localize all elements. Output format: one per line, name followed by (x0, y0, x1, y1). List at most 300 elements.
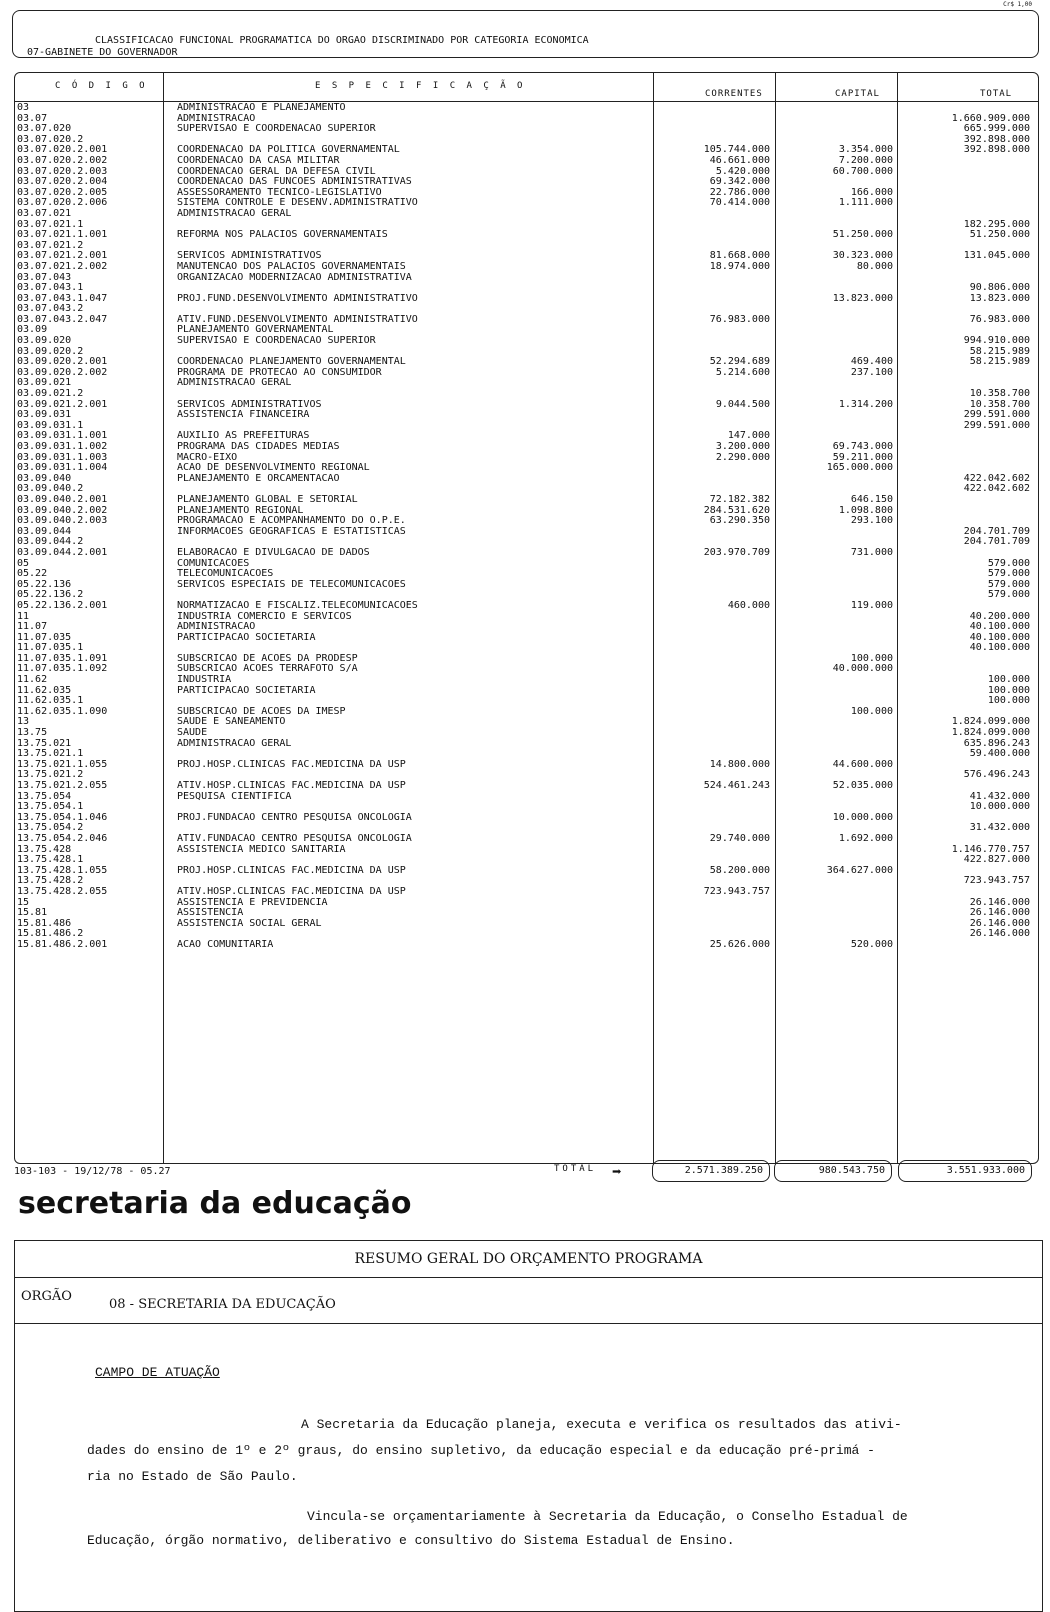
row-correntes: 3.200.000 (715, 441, 770, 452)
row-correntes: 72.182.382 (709, 493, 770, 505)
orgao-value: 08 - SECRETARIA DA EDUCAÇÃO (109, 1297, 336, 1312)
row-capital: 165.000.000 (826, 462, 893, 474)
row-code: 13.75.054.1.046 (17, 811, 108, 823)
row-capital: 293.100 (850, 515, 893, 527)
row-total: 1.824.099.000 (951, 716, 1030, 728)
header-divider (15, 101, 1038, 102)
row-description: PROGRAMA DE PROTECAO AO CONSUMIDOR (177, 366, 382, 378)
row-total: 723.943.757 (963, 875, 1030, 887)
row-total: 204.701.709 (963, 536, 1030, 548)
row-description: SUBSCRICAO DE ACOES DA PRODESP (177, 652, 358, 664)
row-total: 40.200.000 (969, 610, 1030, 622)
row-code: 05.22 (17, 568, 48, 580)
row-capital: 13.823.000 (832, 292, 893, 304)
row-description: SISTEMA CONTROLE E DESENV.ADMINISTRATIVO (177, 197, 418, 209)
row-correntes: 524.461.243 (703, 780, 770, 791)
row-description: AUXILIO AS PREFEITURAS (177, 430, 310, 442)
section-title: secretaria da educação (18, 1186, 412, 1221)
row-code: 03.09.040.2.003 (17, 515, 108, 527)
row-capital: 40.000.000 (832, 663, 893, 675)
row-total: 58.215.989 (969, 356, 1030, 368)
row-description: ACAO COMUNITARIA (177, 938, 274, 950)
row-code: 03.09.021 (17, 377, 72, 389)
table-row (15, 114, 1038, 125)
table-footer (14, 1158, 1037, 1184)
row-capital: 1.111.000 (838, 197, 893, 209)
row-capital: 1.692.000 (838, 832, 893, 844)
row-code: 03.09.020.2 (17, 345, 84, 357)
row-capital: 51.250.000 (832, 229, 893, 241)
paragraph-line: ria no Estado de São Paulo. (87, 1469, 298, 1484)
row-correntes: 9.044.500 (715, 398, 770, 410)
row-capital: 364.627.000 (826, 864, 893, 876)
row-code: 05.22.136.2 (17, 589, 84, 601)
row-description: INDUSTRIA (177, 674, 232, 686)
row-code: 03.09.040.2.001 (17, 493, 108, 505)
row-description: PARTICIPACAO SOCIETARIA (177, 631, 316, 643)
table-row (15, 664, 1038, 675)
row-code: 03.09.021.2.001 (17, 398, 108, 410)
row-description: ASSISTENCIA FINANCEIRA (177, 409, 310, 421)
row-correntes: 147.000 (727, 430, 770, 442)
row-code: 11.07.035.1.092 (17, 663, 108, 675)
row-correntes: 46.661.000 (709, 154, 770, 166)
row-code: 03.07.043.1 (17, 282, 84, 294)
table-row (15, 601, 1038, 612)
row-total: 13.823.000 (969, 292, 1030, 304)
row-correntes: 18.974.000 (709, 260, 770, 272)
table-row (15, 400, 1038, 411)
row-code: 03.07 (17, 112, 48, 124)
table-row (15, 569, 1038, 580)
table-body (15, 103, 1038, 951)
currency-note: Cr$ 1,00 (1003, 1, 1032, 8)
row-description: ATIV.FUNDACAO CENTRO PESQUISA ONCOLOGIA (177, 832, 412, 844)
col-header-correntes: CORRENTES (705, 89, 763, 99)
paragraph-line: dades do ensino de 1º e 2º graus, do ensino supletivo, da educação especial e da educação pré-primá - (87, 1443, 875, 1458)
row-correntes: 69.342.000 (709, 176, 770, 188)
row-code: 03.09.020.2.001 (17, 356, 108, 368)
row-code: 03.09 (17, 324, 48, 336)
row-code: 03.07.043 (17, 271, 72, 283)
row-correntes: 22.786.000 (709, 186, 770, 198)
row-description: PROJ.HOSP.CLINICAS FAC.MEDICINA DA USP (177, 758, 406, 770)
row-description: MACRO-EIXO (177, 451, 238, 463)
row-code: 13.75.054.2 (17, 822, 84, 834)
row-capital: 80.000 (856, 260, 893, 272)
table-row (15, 527, 1038, 538)
table-row (15, 845, 1038, 856)
row-correntes: 58.200.000 (709, 864, 770, 876)
row-capital: 469.400 (850, 356, 893, 368)
row-description: ACAO DE DESENVOLVIMENTO REGIONAL (177, 462, 370, 474)
row-total: 579.000 (987, 568, 1030, 580)
table-row (15, 887, 1038, 898)
row-total: 26.146.000 (969, 907, 1030, 919)
row-correntes: 284.531.620 (703, 504, 770, 516)
row-description: PROJ.FUND.DESENVOLVIMENTO ADMINISTRATIVO (177, 292, 418, 304)
table-row (15, 103, 1038, 114)
table-row (15, 728, 1038, 739)
table-row (15, 580, 1038, 591)
row-correntes: 52.294.689 (709, 356, 770, 368)
total-geral: 3.551.933.000 (898, 1160, 1032, 1182)
table-row (15, 548, 1038, 559)
row-code: 03.09.040 (17, 472, 72, 484)
table-row (15, 717, 1038, 728)
row-code: 11.07.035 (17, 631, 72, 643)
row-code: 03.07.021.2.002 (17, 260, 108, 272)
row-capital: 100.000 (850, 652, 893, 664)
table-row (15, 781, 1038, 792)
row-description: ASSISTENCIA E PREVIDENCIA (177, 896, 328, 908)
row-description: PARTICIPACAO SOCIETARIA (177, 684, 316, 696)
row-correntes: 70.414.000 (709, 197, 770, 209)
row-description: SAUDE E SANEAMENTO (177, 716, 286, 728)
row-description: PROGRAMA DAS CIDADES MEDIAS (177, 441, 340, 452)
table-row (15, 516, 1038, 527)
row-description: ADMINISTRACAO GERAL (177, 737, 292, 749)
report-title: CLASSIFICACAO FUNCIONAL PROGRAMATICA DO ORGAO DISCRIMINADO POR CATEGORIA ECONOMICA (95, 35, 589, 46)
row-total: 31.432.000 (969, 822, 1030, 834)
table-row (15, 336, 1038, 347)
row-capital: 44.600.000 (832, 758, 893, 770)
table-row (15, 760, 1038, 771)
row-code: 13.75.428.1 (17, 854, 84, 866)
row-description: SERVICOS ADMINISTRATIVOS (177, 398, 322, 410)
row-code: 13.75.054.1 (17, 801, 84, 813)
divider (15, 1277, 1042, 1278)
row-capital: 119.000 (850, 599, 893, 611)
row-total: 51.250.000 (969, 229, 1030, 241)
row-code: 03.07.020.2.005 (17, 186, 108, 198)
row-total: 204.701.709 (963, 525, 1030, 537)
table-row (15, 378, 1038, 389)
row-description: PROJ.HOSP.CLINICAS FAC.MEDICINA DA USP (177, 864, 406, 876)
row-code: 13.75.428.2.055 (17, 885, 108, 897)
table-row (15, 167, 1038, 178)
row-capital: 10.000.000 (832, 811, 893, 823)
row-capital: 520.000 (850, 938, 893, 950)
row-correntes: 2.290.000 (715, 451, 770, 463)
row-total: 392.898.000 (963, 144, 1030, 156)
row-description: ASSISTENCIA (177, 907, 244, 919)
row-code: 03.09.031 (17, 409, 72, 421)
row-code: 11.62.035.1.090 (17, 705, 108, 717)
total-label: TOTAL (554, 1164, 597, 1174)
row-code: 03.07.043.2 (17, 303, 84, 315)
row-correntes: 14.800.000 (709, 758, 770, 770)
col-header-codigo: C Ó D I G O (55, 81, 148, 91)
row-description: SUPERVISAO E COORDENACAO SUPERIOR (177, 123, 376, 135)
paragraph-line: Vincula-se orçamentariamente à Secretaria da Educação, o Conselho Estadual de (307, 1509, 908, 1524)
row-total: 41.432.000 (969, 790, 1030, 802)
row-capital: 731.000 (850, 546, 893, 558)
row-description: ASSISTENCIA SOCIAL GERAL (177, 917, 322, 929)
row-description: COORDENACAO DA POLITICA GOVERNAMENTAL (177, 144, 400, 156)
row-description: COORDENACAO PLANEJAMENTO GOVERNAMENTAL (177, 356, 406, 368)
row-correntes: 29.740.000 (709, 832, 770, 844)
row-code: 03.07.020.2.002 (17, 154, 108, 166)
row-total: 100.000 (987, 695, 1030, 707)
row-description: ADMINISTRACAO GERAL (177, 377, 292, 389)
row-correntes: 81.668.000 (709, 250, 770, 262)
row-code: 03.07.021 (17, 207, 72, 219)
row-code: 13.75.428.2 (17, 875, 84, 887)
col-header-total: TOTAL (980, 89, 1013, 99)
row-description: ATIV.HOSP.CLINICAS FAC.MEDICINA DA USP (177, 780, 406, 791)
row-correntes: 203.970.709 (703, 546, 770, 558)
table-row (15, 876, 1038, 887)
row-description: COORDENACAO GERAL DA DEFESA CIVIL (177, 165, 376, 177)
row-total: 131.045.000 (963, 250, 1030, 262)
campo-heading: CAMPO DE ATUAÇÃO (95, 1365, 220, 1380)
row-code: 03.07.020 (17, 123, 72, 135)
row-capital: 100.000 (850, 705, 893, 717)
table-row (15, 209, 1038, 220)
row-total: 422.042.602 (963, 472, 1030, 484)
row-code: 13.75.428.1.055 (17, 864, 108, 876)
row-code: 13.75.054 (17, 790, 72, 802)
row-code: 03.09.031.1.002 (17, 441, 108, 452)
row-correntes: 76.983.000 (709, 313, 770, 325)
row-description: SUBSCRICAO ACOES TERRAFOTO S/A (177, 663, 358, 675)
table-row (15, 898, 1038, 909)
row-description: SERVICOS ESPECIAIS DE TELECOMUNICACOES (177, 578, 406, 590)
row-code: 15.81 (17, 907, 48, 919)
row-description: ASSISTENCIA MEDICO SANITARIA (177, 843, 346, 855)
table-row (15, 633, 1038, 644)
row-description: REFORMA NOS PALACIOS GOVERNAMENTAIS (177, 229, 388, 241)
row-total: 422.042.602 (963, 483, 1030, 495)
row-total: 635.896.243 (963, 737, 1030, 749)
row-total: 100.000 (987, 674, 1030, 686)
row-code: 13.75.021.2 (17, 769, 84, 781)
row-description: NORMATIZACAO E FISCALIZ.TELECOMUNICACOES (177, 599, 418, 611)
row-code: 03.09.031.1.001 (17, 430, 108, 442)
row-description: PLANEJAMENTO REGIONAL (177, 504, 304, 516)
table-row (15, 495, 1038, 506)
row-code: 03.09.021.2 (17, 388, 84, 400)
table-row (15, 739, 1038, 750)
table-row (15, 707, 1038, 718)
row-code: 13.75.428 (17, 843, 72, 855)
row-total: 422.827.000 (963, 854, 1030, 866)
row-code: 13.75.054.2.046 (17, 832, 108, 844)
table-row (15, 410, 1038, 421)
row-capital: 646.150 (850, 493, 893, 505)
row-code: 13 (17, 716, 30, 728)
row-code: 11.62.035 (17, 684, 72, 696)
table-row (15, 156, 1038, 167)
row-capital: 3.354.000 (838, 144, 893, 156)
table-row (15, 919, 1038, 930)
table-row (15, 315, 1038, 326)
row-correntes: 105.744.000 (703, 144, 770, 156)
table-row (15, 612, 1038, 623)
table-row (15, 474, 1038, 485)
paragraph-line: A Secretaria da Educação planeja, executa e verifica os resultados das ativi- (301, 1417, 902, 1432)
row-code: 13.75.021 (17, 737, 72, 749)
total-capital: 980.543.750 (774, 1160, 892, 1182)
row-code: 03.09.031.1.004 (17, 462, 108, 474)
row-description: ELABORACAO E DIVULGACAO DE DADOS (177, 546, 370, 558)
row-capital: 7.200.000 (838, 154, 893, 166)
row-description: ATIV.HOSP.CLINICAS FAC.MEDICINA DA USP (177, 885, 406, 897)
row-description: ADMINISTRACAO E PLANEJAMENTO (177, 102, 346, 113)
row-code: 03 (17, 102, 30, 113)
table-row (15, 559, 1038, 570)
row-total: 1.660.909.000 (951, 112, 1030, 124)
row-total: 26.146.000 (969, 917, 1030, 929)
table-row (15, 675, 1038, 686)
row-code: 03.09.031.1.003 (17, 451, 108, 463)
row-capital: 59.211.000 (832, 451, 893, 463)
total-correntes: 2.571.389.250 (652, 1160, 770, 1182)
row-description: PESQUISA CIENTIFICA (177, 790, 292, 802)
table-row (15, 792, 1038, 803)
table-row (15, 421, 1038, 432)
row-code: 13.75.021.1 (17, 748, 84, 760)
row-total: 1.824.099.000 (951, 727, 1030, 739)
report-header (12, 1, 1039, 58)
row-correntes: 5.214.600 (715, 366, 770, 378)
row-code: 11.07.035.1 (17, 642, 84, 654)
row-code: 13.75.021.1.055 (17, 758, 108, 770)
table-row (15, 442, 1038, 453)
resumo-box (14, 1240, 1043, 1612)
row-capital: 237.100 (850, 366, 893, 378)
row-code: 03.07.020.2.001 (17, 144, 108, 156)
row-description: SUBSCRICAO DE ACOES DA IMESP (177, 705, 346, 717)
row-code: 03.09.044 (17, 525, 72, 537)
paragraph-line: Educação, órgão normativo, deliberativo e consultivo do Sistema Estadual de Ensino. (87, 1533, 735, 1548)
row-code: 11 (17, 610, 30, 622)
divider (15, 1323, 1042, 1324)
row-code: 03.07.021.2 (17, 239, 84, 251)
row-description: SAUDE (177, 727, 208, 739)
table-row (15, 686, 1038, 697)
organ-name: 07-GABINETE DO GOVERNADOR (27, 47, 178, 58)
row-code: 03.07.020.2.004 (17, 176, 108, 188)
row-total: 579.000 (987, 589, 1030, 601)
table-row (15, 368, 1038, 379)
row-capital: 69.743.000 (832, 441, 893, 452)
row-total: 392.898.000 (963, 133, 1030, 145)
row-code: 15 (17, 896, 30, 908)
row-total: 579.000 (987, 578, 1030, 590)
row-code: 03.07.021.1.001 (17, 229, 108, 241)
row-code: 03.07.043.2.047 (17, 313, 108, 325)
table-row (15, 908, 1038, 919)
row-correntes: 723.943.757 (703, 885, 770, 897)
table-row (15, 866, 1038, 877)
row-total: 10.358.700 (969, 398, 1030, 410)
row-code: 03.07.043.1.047 (17, 292, 108, 304)
row-description: ADMINISTRACAO (177, 621, 256, 633)
row-code: 03.07.021.2.001 (17, 250, 108, 262)
row-description: INDUSTRIA COMERCIO E SERVICOS (177, 610, 352, 622)
table-row (15, 622, 1038, 633)
row-description: INFORMACOES GEOGRAFICAS E ESTATISTICAS (177, 525, 406, 537)
row-code: 03.09.044.2 (17, 536, 84, 548)
row-total: 40.100.000 (969, 621, 1030, 633)
row-description: TELECOMUNICACOES (177, 568, 274, 580)
table-row (15, 198, 1038, 209)
col-header-especificacao: E S P E C I F I C A Ç Ã O (315, 81, 526, 91)
row-code: 11.07 (17, 621, 48, 633)
row-description: PROJ.FUNDACAO CENTRO PESQUISA ONCOLOGIA (177, 811, 412, 823)
row-description: PLANEJAMENTO GLOBAL E SETORIAL (177, 493, 358, 505)
row-code: 03.09.020.2.002 (17, 366, 108, 378)
row-correntes: 460.000 (727, 599, 770, 611)
row-correntes: 5.420.000 (715, 165, 770, 177)
row-code: 03.07.021.1 (17, 218, 84, 230)
row-total: 76.983.000 (969, 313, 1030, 325)
row-code: 11.07.035.1.091 (17, 652, 108, 664)
row-code: 03.07.020.2 (17, 133, 84, 145)
row-total: 59.400.000 (969, 748, 1030, 760)
row-description: COORDENACAO DA CASA MILITAR (177, 154, 340, 166)
row-total: 40.100.000 (969, 642, 1030, 654)
row-code: 11.62.035.1 (17, 695, 84, 707)
print-stamp: 103-103 - 19/12/78 - 05.27 (14, 1166, 171, 1177)
orgao-label: ORGÃO (21, 1289, 72, 1304)
table-row (15, 463, 1038, 474)
row-code: 05.22.136.2.001 (17, 599, 108, 611)
row-code: 03.09.044.2.001 (17, 546, 108, 558)
row-total: 576.496.243 (963, 769, 1030, 781)
row-description: ADMINISTRACAO (177, 112, 256, 124)
table-row (15, 273, 1038, 284)
row-total: 90.806.000 (969, 282, 1030, 294)
row-capital: 30.323.000 (832, 250, 893, 262)
row-code: 03.09.040.2.002 (17, 504, 108, 516)
table-row (15, 940, 1038, 951)
row-total: 299.591.000 (963, 409, 1030, 421)
row-capital: 60.700.000 (832, 165, 893, 177)
table-row (15, 230, 1038, 241)
row-capital: 1.314.200 (838, 398, 893, 410)
row-description: PLANEJAMENTO GOVERNAMENTAL (177, 324, 334, 336)
row-total: 10.000.000 (969, 801, 1030, 813)
row-code: 13.75 (17, 727, 48, 739)
row-code: 03.09.040.2 (17, 483, 84, 495)
row-total: 299.591.000 (963, 419, 1030, 431)
row-description: ATIV.FUND.DESENVOLVIMENTO ADMINISTRATIVO (177, 313, 418, 325)
row-total: 1.146.770.757 (951, 843, 1030, 855)
row-total: 579.000 (987, 557, 1030, 569)
row-description: SERVICOS ADMINISTRATIVOS (177, 250, 322, 262)
table-row (15, 124, 1038, 135)
row-code: 03.07.020.2.003 (17, 165, 108, 177)
row-description: MANUTENCAO DOS PALACIOS GOVERNAMENTAIS (177, 260, 406, 272)
row-capital: 166.000 (850, 186, 893, 198)
row-code: 13.75.021.2.055 (17, 780, 108, 791)
row-capital: 52.035.000 (832, 780, 893, 791)
row-total: 40.100.000 (969, 631, 1030, 643)
row-description: PROGRAMACAO E ACOMPANHAMENTO DO O.P.E. (177, 515, 406, 527)
table-row (15, 325, 1038, 336)
row-total: 26.146.000 (969, 896, 1030, 908)
table-row (15, 294, 1038, 305)
row-description: SUPERVISAO E COORDENACAO SUPERIOR (177, 335, 376, 347)
row-total: 100.000 (987, 684, 1030, 696)
row-description: COORDENACAO DAS FUNCOES ADMINISTRATIVAS (177, 176, 412, 188)
row-total: 10.358.700 (969, 388, 1030, 400)
table-row (15, 834, 1038, 845)
row-code: 03.09.031.1 (17, 419, 84, 431)
